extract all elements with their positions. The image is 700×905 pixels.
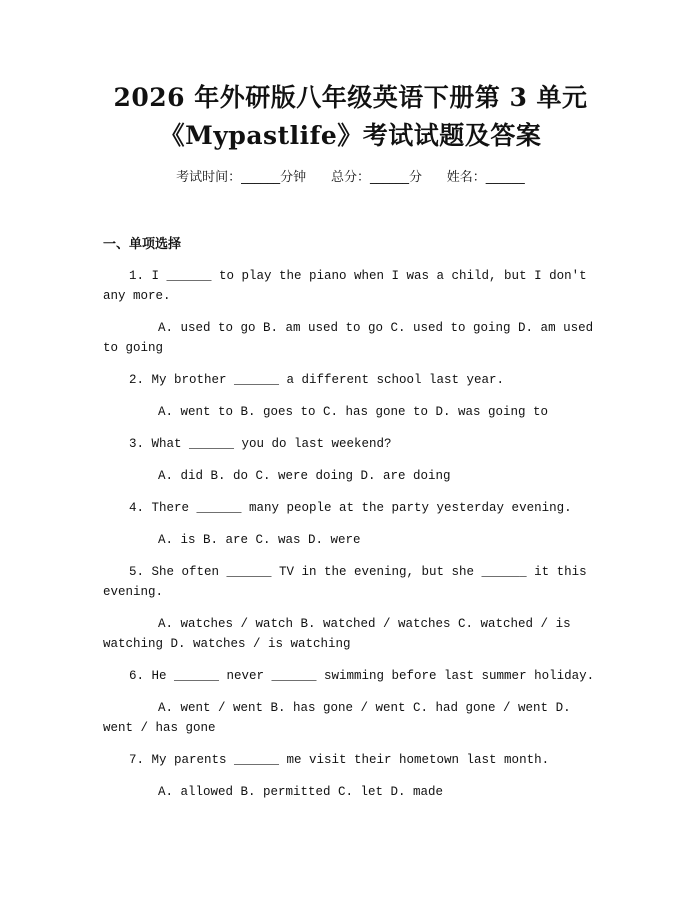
question-text: 1. I ______ to play the piano when I was a child, but I don't any more.	[103, 269, 587, 303]
question-6	[103, 666, 598, 686]
exam-name-field: 姓名：______	[446, 170, 525, 185]
question-options: A. used to go B. am used to go C. used to going D. am used to going	[103, 321, 594, 355]
question-text: 3. What ______ you do last weekend?	[129, 437, 392, 451]
question-3-options	[103, 466, 598, 486]
question-text: 6. He ______ never ______ swimming before last summer holiday.	[129, 669, 595, 683]
question-4-options	[103, 530, 598, 550]
document-title-line-1: 2026 年外研版八年级英语下册第 3 单元	[113, 83, 588, 112]
exam-time-field: 考试时间：______分钟	[176, 170, 307, 185]
question-text: 5. She often ______ TV in the evening, but she ______ it this evening.	[103, 565, 587, 599]
section-heading: 一、单项选择	[103, 237, 182, 252]
question-6-options	[103, 698, 598, 738]
question-text: 7. My parents ______ me visit their hometown last month.	[129, 753, 550, 767]
question-7	[103, 750, 598, 770]
exam-score-field: 总分：______分	[330, 170, 422, 185]
question-options: A. allowed B. permitted C. let D. made	[158, 785, 444, 799]
question-7-options	[103, 782, 598, 802]
question-1-options	[103, 318, 598, 358]
question-2	[103, 370, 598, 390]
question-options: A. did B. do C. were doing D. are doing	[158, 469, 451, 483]
question-text: 2. My brother ______ a different school last year.	[129, 373, 505, 387]
question-5-options	[103, 614, 598, 654]
document-title-line-2: 《Mypastlife》考试试题及答案	[159, 121, 542, 150]
question-1	[103, 266, 598, 306]
question-text: 4. There ______ many people at the party yesterday evening.	[129, 501, 572, 515]
question-4	[103, 498, 598, 518]
question-options: A. went / went B. has gone / went C. had gone / went D. went / has gone	[103, 701, 571, 735]
question-options: A. watches / watch B. watched / watches C. watched / is watching D. watches / is watching	[103, 617, 571, 651]
question-options: A. is B. are C. was D. were	[158, 533, 361, 547]
question-options: A. went to B. goes to C. has gone to D. was going to	[158, 405, 549, 419]
exam-info	[103, 169, 598, 187]
question-3	[103, 434, 598, 454]
question-2-options	[103, 402, 598, 422]
question-5	[103, 562, 598, 602]
